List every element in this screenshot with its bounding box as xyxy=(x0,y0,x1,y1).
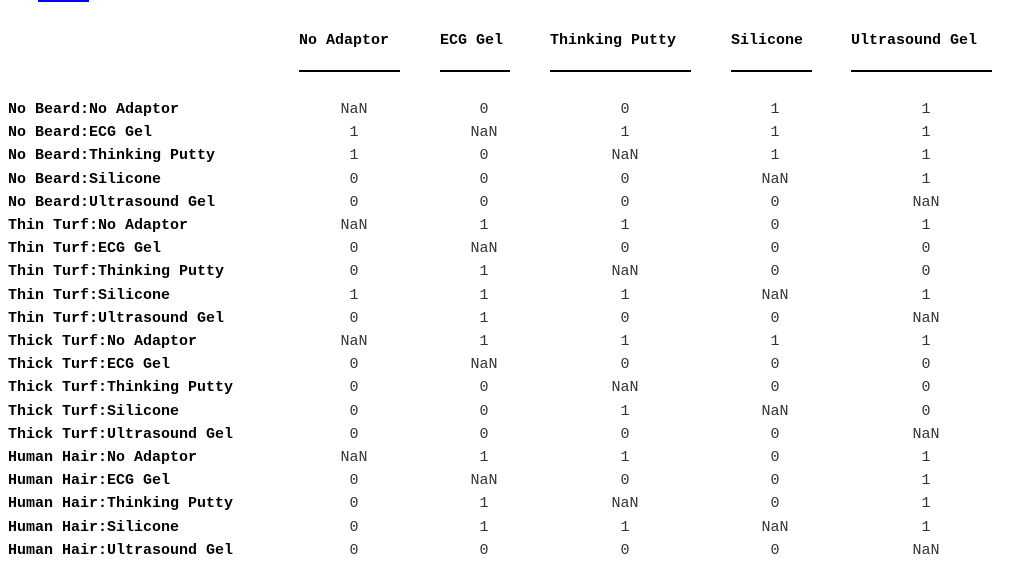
table-cell: 1 xyxy=(921,449,931,466)
row-label: Thick Turf:Thinking Putty xyxy=(8,379,234,397)
table-cell: 0 xyxy=(349,240,359,258)
table-cell: 1 xyxy=(770,124,780,142)
table-cell: 0 xyxy=(770,425,780,443)
table-cell: 1 xyxy=(349,147,359,165)
table-cell: NaN xyxy=(340,449,368,466)
table-cell: 0 xyxy=(770,356,780,374)
table-cell: 0 xyxy=(770,309,780,327)
table-row xyxy=(0,144,1024,167)
table-cell: 1 xyxy=(479,309,489,327)
table-cell: 1 xyxy=(921,170,931,188)
table-cell: 0 xyxy=(770,217,780,234)
table-cell: NaN xyxy=(611,147,639,165)
table-cell: NaN xyxy=(912,193,940,211)
table-cell: 1 xyxy=(921,518,931,536)
column-header-rule xyxy=(731,70,812,72)
table-row xyxy=(0,353,1024,376)
table-cell: 1 xyxy=(349,124,359,142)
table-cell: 1 xyxy=(620,518,630,536)
table-row xyxy=(0,423,1024,446)
table-cell: NaN xyxy=(761,170,789,188)
table-cell: 1 xyxy=(921,217,931,234)
table-cell: NaN xyxy=(912,309,940,327)
row-label: Human Hair:ECG Gel xyxy=(8,472,171,490)
table-cell: 0 xyxy=(349,263,359,281)
table-cell: NaN xyxy=(470,472,498,490)
table-cell: 0 xyxy=(620,425,630,443)
table-cell: 0 xyxy=(770,541,780,559)
column-header: ECG Gel xyxy=(440,32,504,49)
row-label: No Beard:Silicone xyxy=(8,170,162,188)
table-cell: 1 xyxy=(921,286,931,304)
table-row xyxy=(0,307,1024,330)
table-row xyxy=(0,376,1024,399)
row-label: No Beard:No Adaptor xyxy=(8,101,180,118)
table-cell: 0 xyxy=(349,425,359,443)
row-label: No Beard:Ultrasound Gel xyxy=(8,193,216,211)
table-row xyxy=(0,400,1024,423)
table-cell: NaN xyxy=(470,124,498,142)
table-cell: 0 xyxy=(921,356,931,374)
table-cell: 1 xyxy=(921,333,931,350)
table-cell: 1 xyxy=(349,286,359,304)
table-cell: 0 xyxy=(479,402,489,420)
table-row xyxy=(0,121,1024,144)
table-cell: 0 xyxy=(770,472,780,490)
table-cell: 0 xyxy=(620,193,630,211)
row-label: Human Hair:Ultrasound Gel xyxy=(8,541,234,559)
table-row xyxy=(0,284,1024,307)
table-cell: 1 xyxy=(620,449,630,466)
table-cell: NaN xyxy=(912,425,940,443)
table-row xyxy=(0,446,1024,469)
table-cell: NaN xyxy=(761,286,789,304)
table-cell: NaN xyxy=(340,333,368,350)
table-cell: 0 xyxy=(620,356,630,374)
table-cell: 0 xyxy=(479,541,489,559)
row-label: Thick Turf:Ultrasound Gel xyxy=(8,425,234,443)
table-cell: 0 xyxy=(479,193,489,211)
table-cell: 1 xyxy=(479,333,489,350)
table-cell: 0 xyxy=(349,518,359,536)
table-cell: 1 xyxy=(479,495,489,513)
table-row xyxy=(0,539,1024,562)
table-row xyxy=(0,214,1024,237)
column-header-rule xyxy=(299,70,400,72)
column-header: Thinking Putty xyxy=(550,32,677,49)
table-cell: 0 xyxy=(479,101,489,118)
table-cell: 0 xyxy=(349,170,359,188)
table-cell: 1 xyxy=(620,333,630,350)
table-cell: NaN xyxy=(470,356,498,374)
table-row xyxy=(0,469,1024,492)
table-cell: 1 xyxy=(770,147,780,165)
table-cell: 0 xyxy=(349,356,359,374)
table-cell: 1 xyxy=(620,124,630,142)
column-header: Silicone xyxy=(731,32,804,49)
table-cell: NaN xyxy=(340,101,368,118)
table-cell: 0 xyxy=(921,402,931,420)
row-label: Thin Turf:Ultrasound Gel xyxy=(8,309,225,327)
table-cell: 0 xyxy=(620,472,630,490)
table-cell: 0 xyxy=(620,541,630,559)
table-cell: 0 xyxy=(620,170,630,188)
column-header: Ultrasound Gel xyxy=(851,32,978,49)
column-header-rule xyxy=(851,70,992,72)
table-row xyxy=(0,492,1024,515)
table-cell: 1 xyxy=(479,518,489,536)
table-cell: 0 xyxy=(479,147,489,165)
row-label: Thick Turf:ECG Gel xyxy=(8,356,171,374)
table-cell: 1 xyxy=(620,286,630,304)
table-cell: 1 xyxy=(620,402,630,420)
table-cell: 0 xyxy=(921,240,931,258)
table-cell: 1 xyxy=(620,217,630,234)
top-link-underline[interactable] xyxy=(38,0,89,2)
table-row xyxy=(0,330,1024,353)
row-label: Human Hair:Thinking Putty xyxy=(8,495,234,513)
row-label: No Beard:ECG Gel xyxy=(8,124,153,142)
column-header-rule xyxy=(550,70,691,72)
table-cell: 1 xyxy=(921,472,931,490)
row-label: No Beard:Thinking Putty xyxy=(8,147,216,165)
table-row xyxy=(0,168,1024,191)
table-cell: 0 xyxy=(770,263,780,281)
table-cell: 0 xyxy=(479,170,489,188)
table-row xyxy=(0,260,1024,283)
table-cell: NaN xyxy=(761,402,789,420)
table-cell: NaN xyxy=(470,240,498,258)
column-header-rule xyxy=(440,70,510,72)
table-cell: 0 xyxy=(620,309,630,327)
table-cell: 0 xyxy=(349,495,359,513)
table-cell: 0 xyxy=(921,263,931,281)
row-label: Thick Turf:No Adaptor xyxy=(8,333,198,350)
table-cell: NaN xyxy=(340,217,368,234)
table-cell: 1 xyxy=(479,217,489,234)
table-cell: 1 xyxy=(921,495,931,513)
table-cell: 0 xyxy=(479,379,489,397)
table-row xyxy=(0,191,1024,214)
table-cell: 0 xyxy=(770,449,780,466)
table-cell: 1 xyxy=(921,124,931,142)
table-cell: NaN xyxy=(761,518,789,536)
table-cell: NaN xyxy=(611,495,639,513)
table-cell: 1 xyxy=(770,101,780,118)
table-cell: NaN xyxy=(912,541,940,559)
table-cell: 0 xyxy=(479,425,489,443)
table-cell: NaN xyxy=(611,263,639,281)
row-label: Thin Turf:Silicone xyxy=(8,286,171,304)
table-row xyxy=(0,237,1024,260)
row-label: Thin Turf:Thinking Putty xyxy=(8,263,225,281)
table-cell: 1 xyxy=(770,333,780,350)
row-label: Thin Turf:ECG Gel xyxy=(8,240,162,258)
table-cell: NaN xyxy=(611,379,639,397)
table-cell: 1 xyxy=(921,147,931,165)
row-label: Human Hair:Silicone xyxy=(8,518,180,536)
table-cell: 1 xyxy=(479,286,489,304)
table-cell: 0 xyxy=(770,379,780,397)
row-label: Thin Turf:No Adaptor xyxy=(8,217,189,234)
table-cell: 0 xyxy=(349,541,359,559)
row-label: Human Hair:No Adaptor xyxy=(8,449,198,466)
table-cell: 0 xyxy=(921,379,931,397)
table-cell: 0 xyxy=(349,309,359,327)
row-label: Thick Turf:Silicone xyxy=(8,402,180,420)
column-header: No Adaptor xyxy=(299,32,390,49)
table-row xyxy=(0,98,1024,121)
table-cell: 0 xyxy=(349,379,359,397)
table-row xyxy=(0,516,1024,539)
table-cell: 0 xyxy=(770,240,780,258)
table-cell: 1 xyxy=(479,449,489,466)
table-cell: 1 xyxy=(479,263,489,281)
table-cell: 0 xyxy=(620,240,630,258)
table-cell: 0 xyxy=(770,495,780,513)
table-cell: 0 xyxy=(620,101,630,118)
table-cell: 0 xyxy=(349,472,359,490)
table-cell: 0 xyxy=(349,193,359,211)
table-cell: 0 xyxy=(349,402,359,420)
table-cell: 1 xyxy=(921,101,931,118)
table-cell: 0 xyxy=(770,193,780,211)
